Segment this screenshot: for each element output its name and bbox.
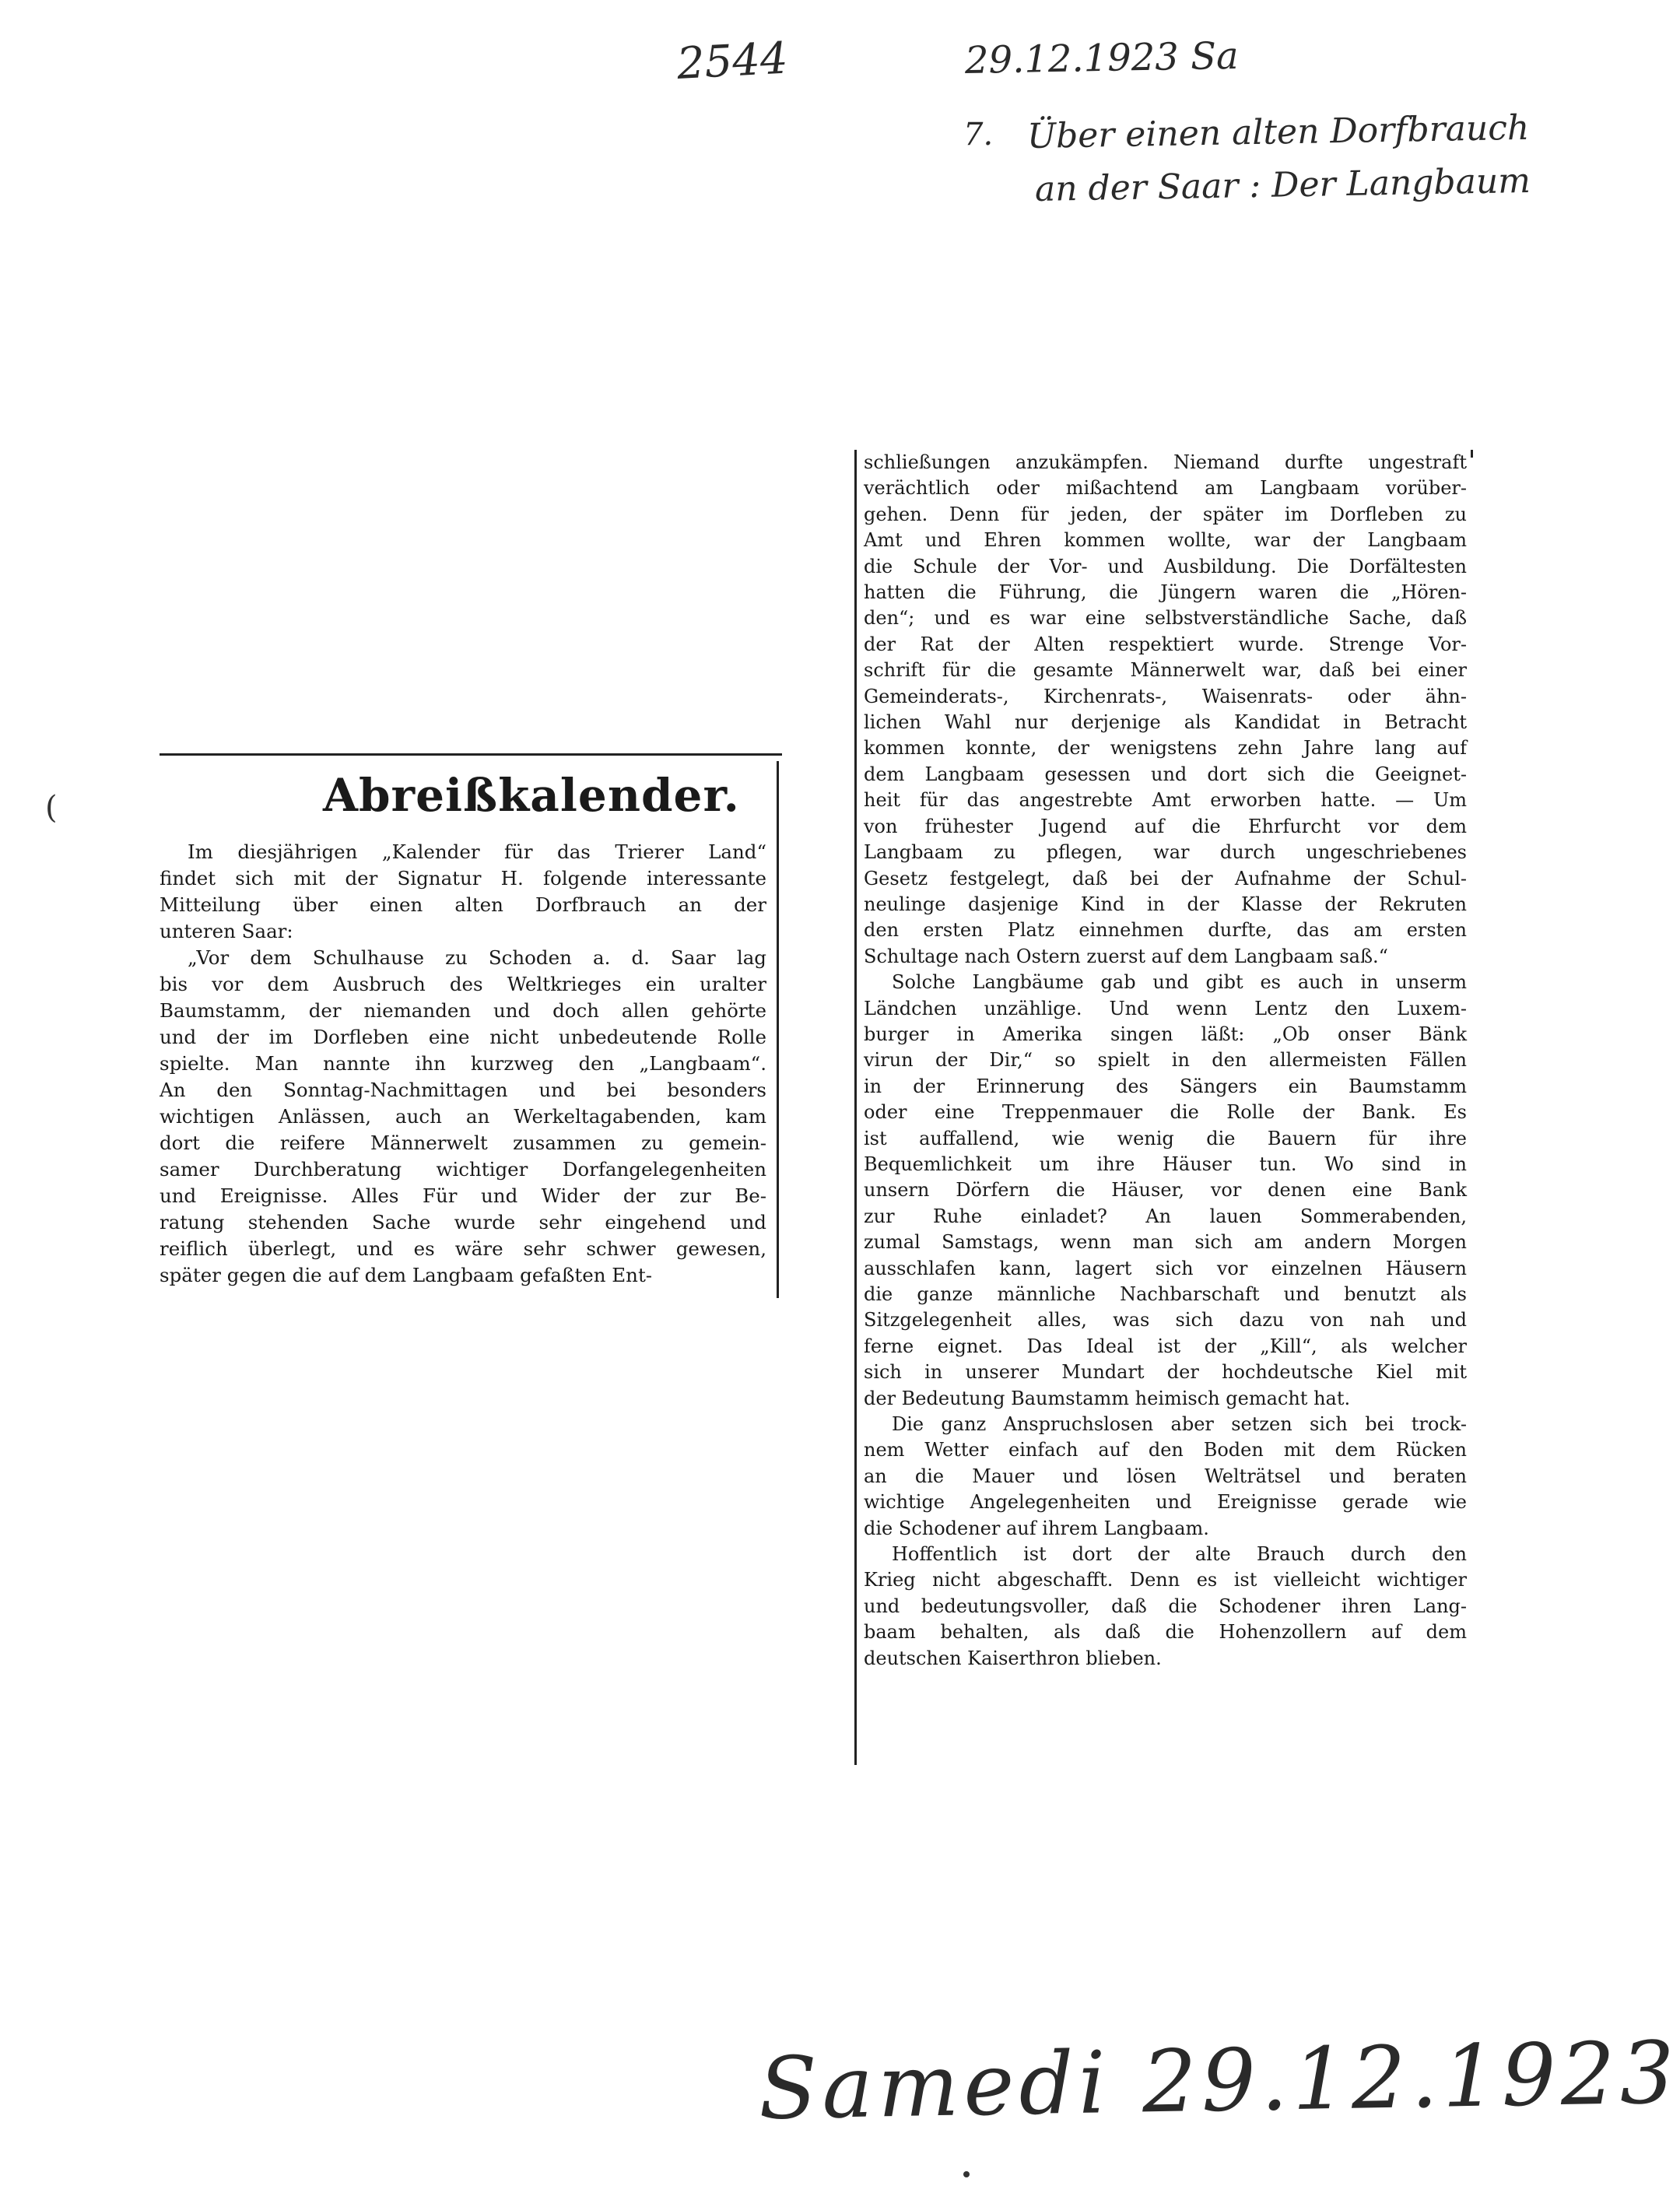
- text-line: deutschen Kaiserthron blieben.: [864, 1647, 1162, 1669]
- text-line: Ländchen unzählige. Und wenn Lentz den Luxem-: [864, 997, 1467, 1019]
- text-line: der Bedeutung Baumstamm heimisch gemacht hat.: [864, 1387, 1351, 1409]
- text-line: und bedeutungsvoller, daß die Schodener ihren Lang-: [864, 1595, 1467, 1617]
- text-line: Bequemlichkeit um ihre Häuser tun. Wo sind in: [864, 1153, 1467, 1175]
- text-line: oder eine Treppenmauer die Rolle der Bank. Es: [864, 1101, 1467, 1124]
- text-line: von frühester Jugend auf die Ehrfurcht vor dem: [864, 815, 1467, 837]
- text-line: die Schodener auf ihrem Langbaam.: [864, 1517, 1209, 1539]
- text-line: zumal Samstags, wenn man sich am andern Morgen: [864, 1231, 1467, 1254]
- article-left-column: [160, 839, 766, 1289]
- handwritten-note-line-2: an der Saar : Der Langbaum: [1034, 160, 1531, 209]
- text-line: und Ereignisse. Alles Für und Wider der zur Be-: [160, 1184, 766, 1207]
- text-line: Baumstamm, der niemanden und doch allen gehörte: [160, 999, 766, 1022]
- article-right-column: [864, 450, 1467, 1672]
- text-line: nem Wetter einfach auf den Boden mit dem Rücken: [864, 1439, 1467, 1461]
- text-line: Gemeinderats-, Kirchenrats-, Waisenrats- oder ähn-: [864, 685, 1467, 707]
- handwritten-date-top: 29.12.1923 Sa: [964, 33, 1240, 82]
- text-line: Solche Langbäume gab und gibt es auch in unserm: [892, 971, 1467, 994]
- text-line: ausschlafen kann, lagert sich vor einzelnen Häusern: [864, 1257, 1467, 1279]
- text-line: An den Sonntag-Nachmittagen und bei besonders: [160, 1079, 766, 1101]
- text-line: „Vor dem Schulhause zu Schoden a. d. Saar lag: [188, 946, 766, 969]
- text-line: samer Durchberatung wichtiger Dorfangelegenheiten: [160, 1158, 766, 1181]
- text-line: und der im Dorfleben eine nicht unbedeutende Rolle: [160, 1026, 766, 1048]
- text-line: heit für das angestrebte Amt erworben hatte. — Um: [864, 789, 1467, 812]
- text-line: wichtige Angelegenheiten und Ereignisse gerade wie: [864, 1491, 1467, 1514]
- text-line: findet sich mit der Signatur H. folgende interessante: [160, 867, 766, 889]
- handwritten-date-bottom: Samedi 29.12.1923: [757, 2023, 1680, 2139]
- text-line: unsern Dörfern die Häuser, vor denen eine Bank: [864, 1179, 1467, 1202]
- text-line: der Rat der Alten respektiert wurde. Strenge Vor-: [864, 633, 1467, 655]
- text-line: Im diesjährigen „Kalender für das Trierer Land“: [188, 840, 766, 863]
- text-line: neulinge dasjenige Kind in der Klasse der Rekruten: [864, 893, 1467, 915]
- text-line: kommen konnte, der wenigstens zehn Jahre lang auf: [864, 737, 1467, 760]
- handwritten-item-number: 7.: [963, 117, 994, 153]
- text-line: reiflich überlegt, und es wäre sehr schwer gewesen,: [160, 1237, 766, 1260]
- clipping-left: [160, 753, 778, 1298]
- text-line: Hoffentlich ist dort der alte Brauch durch den: [892, 1543, 1467, 1566]
- text-line: unteren Saar:: [160, 920, 293, 942]
- text-line: die ganze männliche Nachbarschaft und benutzt als: [864, 1283, 1467, 1305]
- text-line: spielte. Man nannte ihn kurzweg den „Langbaam“.: [160, 1052, 766, 1075]
- text-line: in der Erinnerung des Sängers ein Baumstamm: [864, 1075, 1467, 1097]
- text-line: sich in unserer Mundart der hochdeutsche Kiel mit: [864, 1361, 1467, 1384]
- handwritten-note-line-1: Über einen alten Dorfbrauch: [1026, 107, 1530, 156]
- clipping-side-rule: [777, 761, 779, 1298]
- text-line: ratung stehenden Sache wurde sehr eingehend und: [160, 1211, 766, 1233]
- ink-dot: [963, 2171, 970, 2177]
- text-line: zur Ruhe einladet? An lauen Sommerabenden,: [864, 1205, 1467, 1227]
- text-line: bis vor dem Ausbruch des Weltkrieges ein uralter: [160, 973, 766, 995]
- text-line: burger in Amerika singen läßt: „Ob onser Bänk: [864, 1023, 1467, 1045]
- text-line: schrift für die gesamte Männerwelt war, daß bei einer: [864, 659, 1467, 682]
- archive-number: 2544: [675, 33, 790, 89]
- text-line: Sitzgelegenheit alles, was sich dazu von nah und: [864, 1309, 1467, 1332]
- text-line: virun der Dir,“ so spielt in den allermeisten Fällen: [864, 1049, 1467, 1072]
- text-line: schließungen anzukämpfen. Niemand durfte ungestraft: [864, 451, 1467, 473]
- article-headline: Abreißkalender.: [323, 769, 740, 822]
- text-line: dem Langbaam gesessen und dort sich die Geeignet-: [864, 763, 1467, 785]
- text-line: verächtlich oder mißachtend am Langbaam vorüber-: [864, 477, 1467, 500]
- text-line: Gesetz festgelegt, daß bei der Aufnahme der Schul-: [864, 867, 1467, 889]
- clipping-right: [854, 450, 1477, 1773]
- text-line: später gegen die auf dem Langbaam gefaßten Ent-: [160, 1264, 653, 1286]
- text-line: baam behalten, als daß die Hohenzollern auf dem: [864, 1621, 1467, 1644]
- text-line: ist auffallend, wie wenig die Bauern für ihre: [864, 1127, 1467, 1149]
- text-line: Langbaam zu pflegen, war durch ungeschriebenes: [864, 841, 1467, 864]
- clipping-right-end-rule: [1471, 450, 1473, 458]
- text-line: dort die reifere Männerwelt zusammen zu gemein-: [160, 1132, 766, 1154]
- margin-mark: (: [45, 790, 58, 826]
- text-line: ferne eignet. Das Ideal ist der „Kill“, als welcher: [864, 1335, 1467, 1357]
- text-line: Die ganz Anspruchslosen aber setzen sich bei trock-: [892, 1413, 1467, 1436]
- text-line: an die Mauer und lösen Welträtsel und beraten: [864, 1465, 1467, 1487]
- text-line: die Schule der Vor- und Ausbildung. Die Dorfältesten: [864, 555, 1467, 577]
- clipping-right-side-rule: [854, 450, 857, 1765]
- text-line: Schultage nach Ostern zuerst auf dem Langbaam saß.“: [864, 945, 1388, 967]
- text-line: Mitteilung über einen alten Dorfbrauch an der: [160, 893, 766, 916]
- text-line: den ersten Platz einnehmen durfte, das am ersten: [864, 919, 1467, 942]
- clipping-top-rule: [160, 753, 782, 756]
- text-line: lichen Wahl nur derjenige als Kandidat in Betracht: [864, 711, 1467, 734]
- text-line: Krieg nicht abgeschafft. Denn es ist vielleicht wichtiger: [864, 1569, 1467, 1591]
- text-line: Amt und Ehren kommen wollte, war der Langbaam: [864, 529, 1467, 552]
- text-line: hatten die Führung, die Jüngern waren die „Hören-: [864, 581, 1467, 604]
- text-line: wichtigen Anlässen, auch an Werkeltagabenden, kam: [160, 1105, 766, 1128]
- text-line: den“; und es war eine selbstverständliche Sache, daß: [864, 607, 1467, 630]
- text-line: gehen. Denn für jeden, der später im Dorfleben zu: [864, 503, 1467, 525]
